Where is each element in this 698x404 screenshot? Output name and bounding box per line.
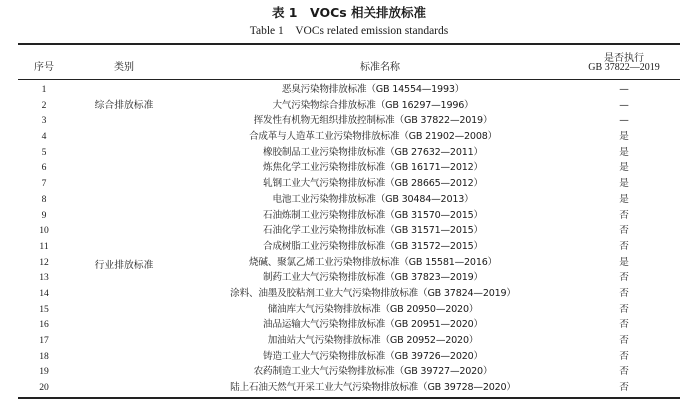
row-number: 12 bbox=[39, 256, 49, 268]
standard-name: 储油库大气污染物排放标准（GB 20950—2020） bbox=[267, 303, 479, 315]
standard-name: 炼焦化学工业污染物排放标准（GB 16171—2012） bbox=[263, 162, 483, 174]
header-category: 类别 bbox=[114, 62, 134, 73]
table-row bbox=[18, 302, 680, 318]
row-number: 11 bbox=[39, 240, 49, 252]
row-number: 10 bbox=[39, 225, 49, 237]
standard-name: 油品运输大气污染物排放标准（GB 20951—2020） bbox=[263, 319, 483, 331]
exec-status: 否 bbox=[619, 366, 629, 378]
standard-name: 烧碱、聚氯乙烯工业污染物排放标准（GB 15581—2016） bbox=[248, 256, 498, 268]
standard-name: 制药工业大气污染物排放标准（GB 37823—2019） bbox=[263, 272, 483, 284]
table-row bbox=[18, 208, 680, 224]
table-row bbox=[18, 239, 680, 255]
exec-status: 否 bbox=[619, 335, 629, 346]
table-row bbox=[18, 364, 680, 380]
exec-status: 否 bbox=[619, 240, 629, 252]
table-row bbox=[18, 223, 680, 239]
exec-status: 否 bbox=[619, 382, 629, 394]
row-number: 9 bbox=[41, 209, 47, 221]
exec-status: 否 bbox=[619, 303, 629, 315]
standard-name: 恶臭污染物排放标准（GB 14554—1993） bbox=[281, 84, 465, 95]
header-standard-name: 标准名称 bbox=[360, 62, 400, 73]
header-rule bbox=[18, 79, 680, 80]
row-number: 5 bbox=[41, 146, 47, 158]
standard-name: 轧钢工业大气污染物排放标准（GB 28665—2012） bbox=[263, 178, 483, 190]
standard-name: 铸造工业大气污染物排放标准（GB 39726—2020） bbox=[263, 350, 483, 362]
table-row bbox=[18, 317, 680, 333]
standard-name: 合成革与人造革工业污染物排放标准（GB 21902—2008） bbox=[248, 131, 498, 143]
table-row bbox=[18, 98, 680, 114]
row-number: 18 bbox=[39, 350, 49, 362]
table-row bbox=[18, 145, 680, 161]
table-row bbox=[18, 160, 680, 176]
standard-name: 涂料、油墨及胶粘剂工业大气污染物排放标准（GB 37824—2019） bbox=[230, 287, 516, 299]
exec-status: 是 bbox=[619, 131, 629, 143]
row-number: 13 bbox=[39, 272, 49, 284]
standard-name: 挥发性有机物无组织排放控制标准（GB 37822—2019） bbox=[253, 115, 493, 127]
category-general: 综合排放标准 bbox=[94, 100, 154, 111]
row-number: 8 bbox=[41, 193, 47, 205]
exec-status: 是 bbox=[619, 178, 629, 190]
header-exec-line1: 是否执行 bbox=[604, 53, 644, 64]
exec-status: 是 bbox=[619, 162, 629, 174]
table-title-en: Table 1 VOCs related emission standards bbox=[249, 25, 449, 37]
row-number: 17 bbox=[39, 335, 49, 346]
header-exec-line2: GB 37822—2019 bbox=[588, 62, 660, 73]
exec-status: 否 bbox=[619, 225, 629, 237]
bottom-rule bbox=[18, 397, 680, 399]
exec-status: 否 bbox=[619, 350, 629, 362]
standard-name: 农药制造工业大气污染物排放标准（GB 39727—2020） bbox=[253, 366, 493, 378]
table-row bbox=[18, 349, 680, 365]
table-row bbox=[18, 113, 680, 129]
exec-status: — bbox=[619, 115, 629, 127]
exec-status: 否 bbox=[619, 287, 629, 299]
category-industry: 行业排放标准 bbox=[94, 260, 154, 271]
exec-status: 是 bbox=[619, 193, 629, 205]
standard-name: 陆上石油天然气开采工业大气污染物排放标准（GB 39728—2020） bbox=[230, 382, 516, 394]
table-row bbox=[18, 192, 680, 208]
row-number: 15 bbox=[39, 303, 49, 315]
table-row bbox=[18, 380, 680, 396]
table-row bbox=[18, 255, 680, 271]
row-number: 14 bbox=[39, 287, 49, 299]
row-number: 6 bbox=[41, 162, 47, 174]
row-number: 3 bbox=[41, 115, 47, 127]
standard-name: 石油炼制工业污染物排放标准（GB 31570—2015） bbox=[263, 209, 483, 221]
row-number: 20 bbox=[39, 382, 49, 394]
standard-name: 电池工业污染物排放标准（GB 30484—2013） bbox=[272, 193, 474, 205]
exec-status: 否 bbox=[619, 209, 629, 221]
table-body bbox=[18, 82, 680, 396]
standard-name: 橡胶制品工业污染物排放标准（GB 27632—2011） bbox=[263, 146, 483, 158]
exec-status: 是 bbox=[619, 256, 629, 268]
row-number: 1 bbox=[41, 84, 47, 95]
table-row bbox=[18, 176, 680, 192]
table-row bbox=[18, 82, 680, 98]
row-number: 16 bbox=[39, 319, 49, 331]
exec-status: — bbox=[619, 84, 629, 95]
row-number: 7 bbox=[41, 178, 47, 190]
table-row bbox=[18, 333, 680, 349]
standard-name: 加油站大气污染物排放标准（GB 20952—2020） bbox=[267, 335, 479, 346]
top-rule bbox=[18, 43, 680, 45]
header-number: 序号 bbox=[34, 62, 54, 73]
table-row bbox=[18, 286, 680, 302]
exec-status: 否 bbox=[619, 319, 629, 331]
standard-name: 合成树脂工业污染物排放标准（GB 31572—2015） bbox=[263, 240, 483, 252]
table-title-cn: 表 1 VOCs 相关排放标准 bbox=[271, 5, 427, 20]
exec-status: 是 bbox=[619, 146, 629, 158]
standard-name: 大气污染物综合排放标准（GB 16297—1996） bbox=[272, 99, 474, 111]
standard-name: 石油化学工业污染物排放标准（GB 31571—2015） bbox=[263, 225, 483, 237]
table-row bbox=[18, 129, 680, 145]
exec-status: 否 bbox=[619, 272, 629, 284]
table-row bbox=[18, 270, 680, 286]
row-number: 2 bbox=[41, 99, 47, 111]
row-number: 19 bbox=[39, 366, 49, 378]
row-number: 4 bbox=[41, 131, 47, 143]
exec-status: — bbox=[619, 99, 629, 111]
